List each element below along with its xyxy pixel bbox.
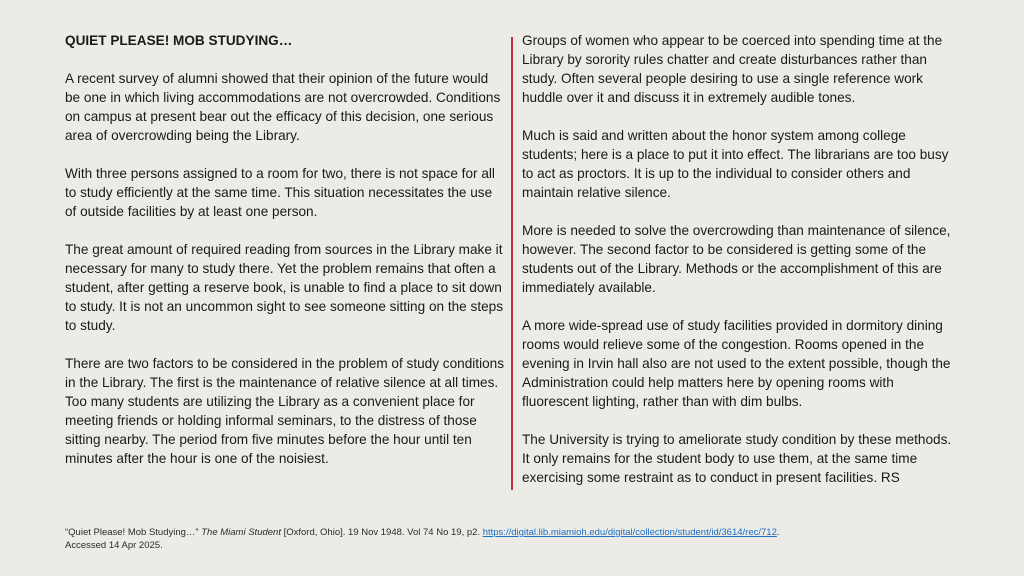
article-paragraph: More is needed to solve the overcrowding than maintenance of silence, however. The second factor to be considered is getting some of the students out of the Library. Methods or the accomplishment of this are immediately available. <box>522 223 951 295</box>
citation-journal: The Miami Student <box>201 527 281 538</box>
article-paragraph: The University is trying to ameliorate study condition by these methods. It only remains for the student body to use them, at the same time exercising some restraint as to conduct in present facilities. RS <box>522 432 952 485</box>
column-divider <box>511 37 513 490</box>
citation-details: [Oxford, Ohio]. 19 Nov 1948. Vol 74 No 19, p2. <box>283 527 481 538</box>
article-paragraph: With three persons assigned to a room for two, there is not space for all to study efficiently at the same time. This situation necessitates the use of outside facilities by at least one person. <box>65 166 495 219</box>
source-citation: “Quiet Please! Mob Studying…” The Miami Student [Oxford, Ohio]. 19 Nov 1948. Vol 74 No 19, p2. https://digital.lib.miamioh.edu/digital/collection/student/id/3614/rec/712. Accessed 14 Apr 2025. <box>65 527 780 551</box>
article-paragraph: There are two factors to be considered in the problem of study conditions in the Library. The first is the maintenance of relative silence at all times. Too many students are utilizing the Library as a convenient place for meeting friends or holding informal seminars, to the distress of those sitting nearby. The period from five minutes before the hour until ten minutes after the hour is one of the noisiest. <box>65 356 505 466</box>
article-paragraph: A more wide-spread use of study facilities provided in dormitory dining rooms would relieve some of the congestion. Rooms opened in the evening in Irvin hall also are not used to the extent possible, though the Administration could help matters here by opening rooms with fluorescent lighting, rather than with dim bulbs. <box>522 318 951 409</box>
citation-accessed: Accessed 14 Apr 2025. <box>65 539 163 551</box>
article-title: QUIET PLEASE! MOB STUDYING… <box>65 33 293 48</box>
article-paragraph: Groups of women who appear to be coerced into spending time at the Library by sorority rules chatter and create disturbances rather than study. Often several people desiring to use a single reference work huddle over it and discuss it in extremely audible tones. <box>522 33 943 105</box>
article-paragraph: The great amount of required reading from sources in the Library make it necessary for many to study there. Yet the problem remains that often a student, after getting a reserve book, is unable to find a place to sit down to study. It is not an uncommon sight to see someone sitting on the steps to study. <box>65 242 504 333</box>
article-paragraph: A recent survey of alumni showed that their opinion of the future would be one in which living accommodations are not overcrowded. Conditions on campus at present bear out the efficacy of this decision, one serious area of overcrowding being the Library. <box>65 71 501 143</box>
article-right-column <box>522 31 962 506</box>
article-left-column <box>65 31 505 487</box>
citation-article-title: “Quiet Please! Mob Studying…” <box>65 527 199 538</box>
citation-link[interactable]: https://digital.lib.miamioh.edu/digital/collection/student/id/3614/rec/712 <box>482 527 777 538</box>
article-paragraph: Much is said and written about the honor system among college students; here is a place to put it into effect. The librarians are too busy to act as proctors. It is up to the individual to consider others and maintain relative silence. <box>522 128 949 200</box>
